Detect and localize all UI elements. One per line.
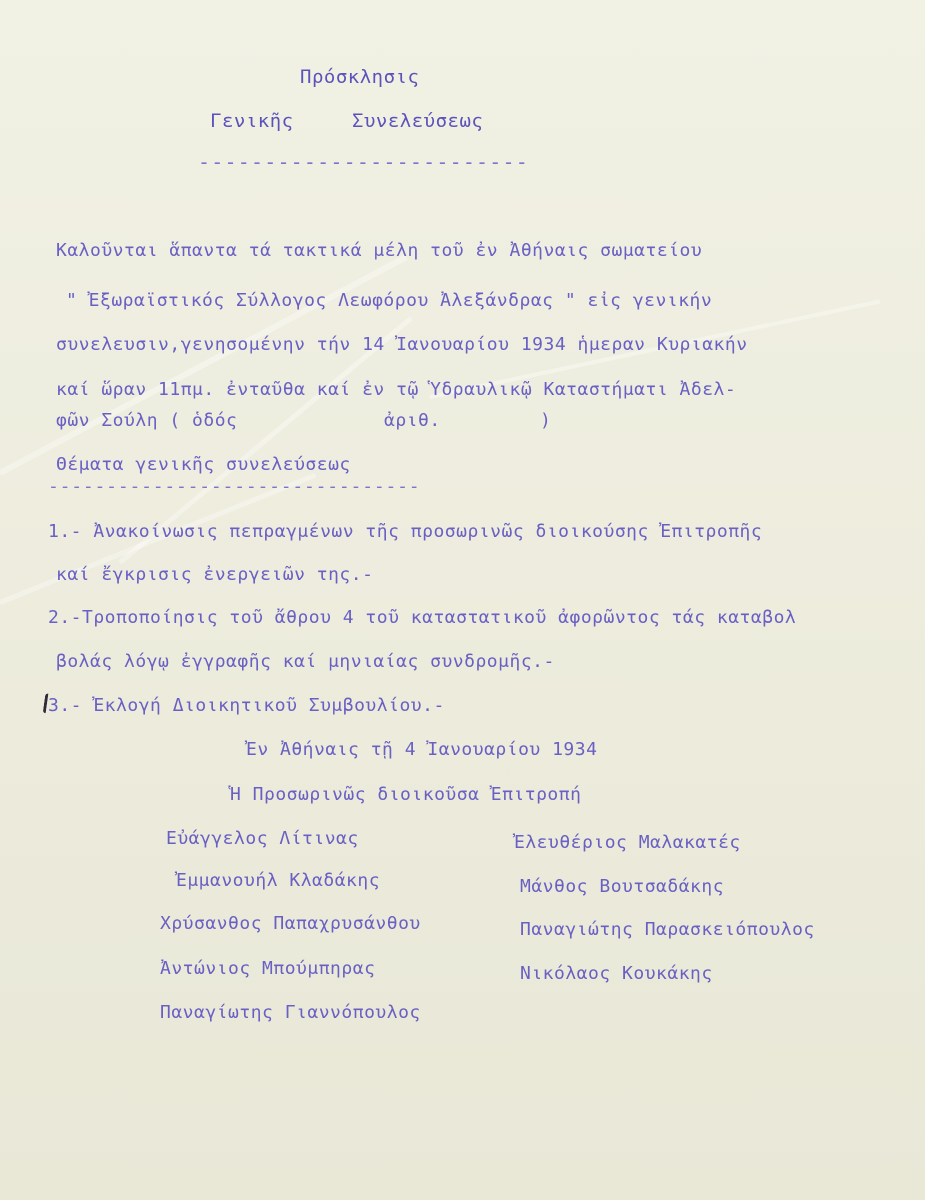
signatory-right-2: Μάνθος Βουτσαδάκης <box>520 876 725 897</box>
signatory-left-5: Παναγίωτης Γιαννόπουλος <box>160 1002 421 1023</box>
committee-line: Ἡ Προσωρινῶς διοικοῦσα Ἐπιτροπή <box>230 784 582 805</box>
topic-2-line-1: 2.-Τροποποίησις τοῦ ἄθρου 4 τοῦ καταστατικοῦ ἀφορῶντος τάς καταβολ <box>48 607 797 628</box>
body-line-4: καί ὥραν 11πμ. ἐνταῦθα καί ἐν τῷ Ὑδραυλικῷ Καταστήματι Ἀδελ- <box>56 379 737 400</box>
signatory-left-2: Ἐμμανουήλ Κλαδάκης <box>176 870 381 891</box>
topics-heading: Θέματα γενικῆς συνελεύσεως <box>56 454 351 475</box>
signatory-left-4: Ἀντώνιος Μπούμπηρας <box>160 958 376 979</box>
body-line-5-close: ) <box>540 410 552 431</box>
document-subtitle-general: Γενικῆς <box>210 110 294 132</box>
topic-1-line-1: 1.- Ἀνακοίνωσις πεπραγμένων τῆς προσωρινῶς διοικούσης Ἐπιτροπῆς <box>48 521 763 542</box>
signatory-left-1: Εὐάγγελος Λίτινας <box>166 828 359 849</box>
topic-2-line-2: βολάς λόγῳ ἐγγραφῆς καί μηνιαίας συνδρομῆς.- <box>56 651 555 672</box>
body-line-2: " Ἐξωραϊστικός Σύλλογος Λεωφόρου Ἀλεξάνδρας " εἰς γενικήν <box>66 290 713 311</box>
signatory-right-4: Νικόλαος Κουκάκης <box>520 963 713 984</box>
paper-crease <box>0 254 408 475</box>
document-subtitle-assembly: Συνελεύσεως <box>352 110 484 132</box>
document-title: Πρόσκλησις <box>300 66 420 88</box>
signatory-left-3: Χρύσανθος Παπαχρυσάνθου <box>160 913 421 934</box>
topic-1-line-2: καί ἔγκρισις ἐνεργειῶν της.- <box>56 564 374 585</box>
title-rule: ------------------------- <box>198 150 530 174</box>
topics-rule: -------------------------------- <box>48 476 421 497</box>
signatory-right-1: Ἐλευθέριος Μαλακατές <box>514 832 741 853</box>
body-line-3: συνελευσιν,γενησομένην τήν 14 Ἰανουαρίου 1934 ἡμεραν Κυριακήν <box>56 334 748 355</box>
body-line-1: Καλοῦνται ἅπαντα τά τακτικά μέλη τοῦ ἐν Ἀθήναις σωματείου <box>56 240 703 261</box>
body-line-5-number: ἀριθ. <box>384 410 441 431</box>
topic-3: 3.- Ἐκλογή Διοικητικοῦ Συμβουλίου.- <box>48 695 445 716</box>
signatory-right-3: Παναγιώτης Παρασκειόπουλος <box>520 919 815 940</box>
date-line: Ἐν Ἀθήναις τῇ 4 Ἰανουαρίου 1934 <box>246 739 598 760</box>
body-line-5-start: φῶν Σούλη ( ὁδός <box>56 410 238 431</box>
